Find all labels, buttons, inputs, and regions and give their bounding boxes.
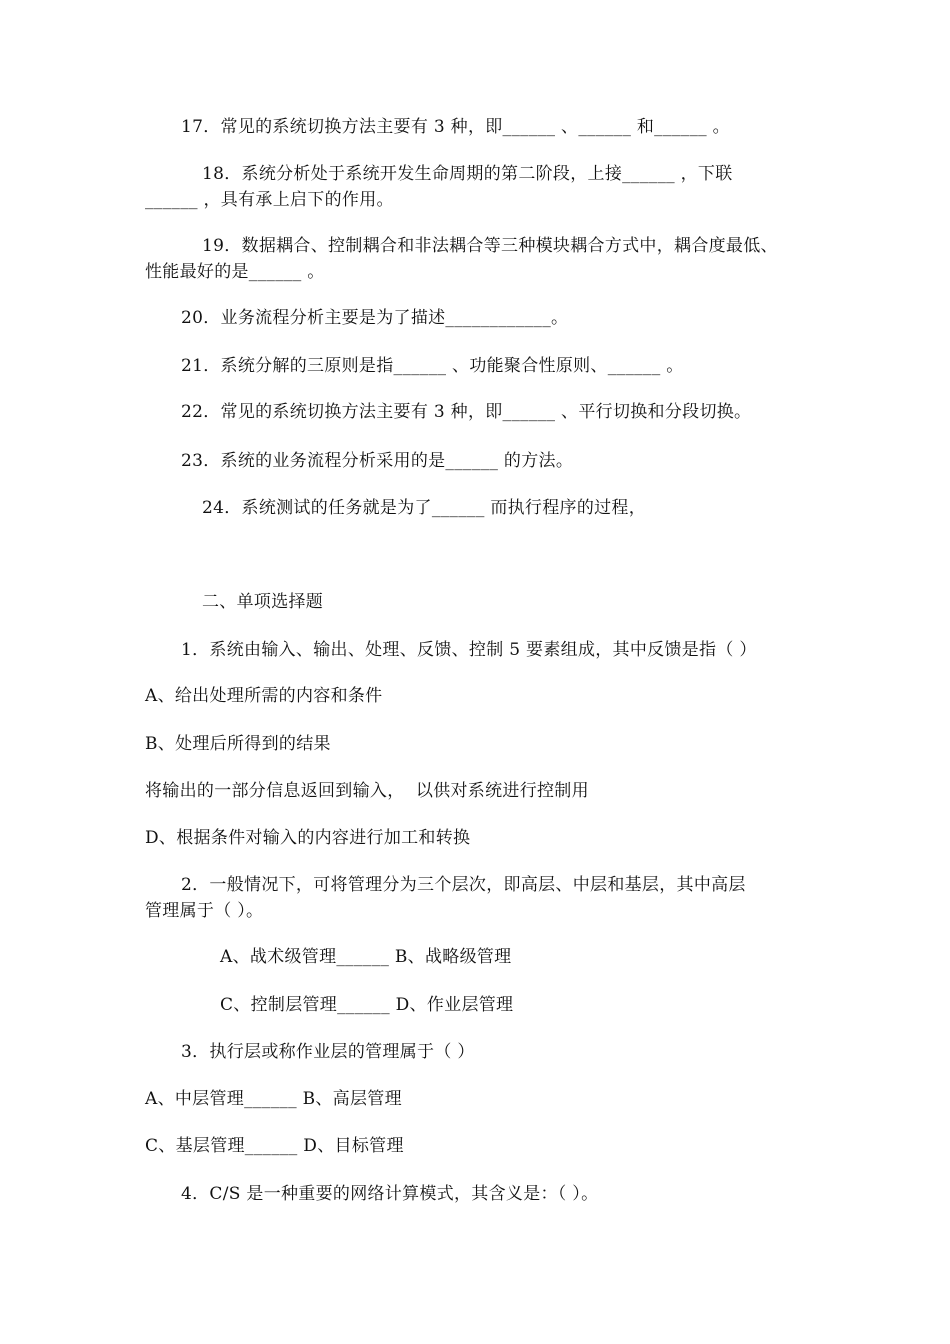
question-1-option-d: D、根据条件对输入的内容进行加工和转换: [145, 828, 471, 848]
question-2-options-ab: A、战术级管理______ B、战略级管理: [220, 947, 512, 967]
question-3-options-cd: C、基层管理______ D、目标管理: [145, 1136, 404, 1156]
section-title: 二、单项选择题: [202, 592, 324, 612]
question-4-stem: 4．C/S 是一种重要的网络计算模式，其含义是：（ ）。: [181, 1184, 599, 1204]
question-1-option-c: 将输出的一部分信息返回到输入， 以供对系统进行控制用: [145, 781, 589, 801]
question-2-stem: 2．一般情况下，可将管理分为三个层次，即高层、中层和基层，其中高层: [181, 875, 746, 895]
question-1-option-a: A、给出处理所需的内容和条件: [145, 686, 383, 706]
fill-in-item-21: 21．系统分解的三原则是指______ 、功能聚合性原则、______ 。: [181, 356, 684, 376]
fill-in-item-19: 19．数据耦合、控制耦合和非法耦合等三种模块耦合方式中，耦合度最低、: [202, 236, 778, 256]
fill-in-item-19-continuation: 性能最好的是______ 。: [145, 262, 325, 282]
fill-in-item-18-continuation: ______ ，具有承上启下的作用。: [145, 190, 394, 210]
question-3-options-ab: A、中层管理______ B、高层管理: [145, 1089, 402, 1109]
fill-in-item-17: 17．常见的系统切换方法主要有 3 种，即______ 、______ 和______ 。: [181, 117, 730, 137]
question-1-option-b: B、处理后所得到的结果: [145, 734, 331, 754]
fill-in-item-18: 18．系统分析处于系统开发生命周期的第二阶段，上接______ ，下联: [202, 164, 733, 184]
question-3-stem: 3．执行层或称作业层的管理属于（ ）: [181, 1042, 475, 1062]
question-2-options-cd: C、控制层管理______ D、作业层管理: [220, 995, 514, 1015]
question-2-stem-continuation: 管理属于（ ）。: [145, 901, 264, 921]
fill-in-item-22: 22．常见的系统切换方法主要有 3 种，即______ 、平行切换和分段切换。: [181, 402, 752, 422]
fill-in-item-20: 20．业务流程分析主要是为了描述____________。: [181, 308, 569, 328]
fill-in-item-24: 24．系统测试的任务就是为了______ 而执行程序的过程，: [202, 498, 647, 518]
question-1-stem: 1．系统由输入、输出、处理、反馈、控制 5 要素组成，其中反馈是指（ ）: [181, 640, 757, 660]
fill-in-item-23: 23．系统的业务流程分析采用的是______ 的方法。: [181, 451, 574, 471]
